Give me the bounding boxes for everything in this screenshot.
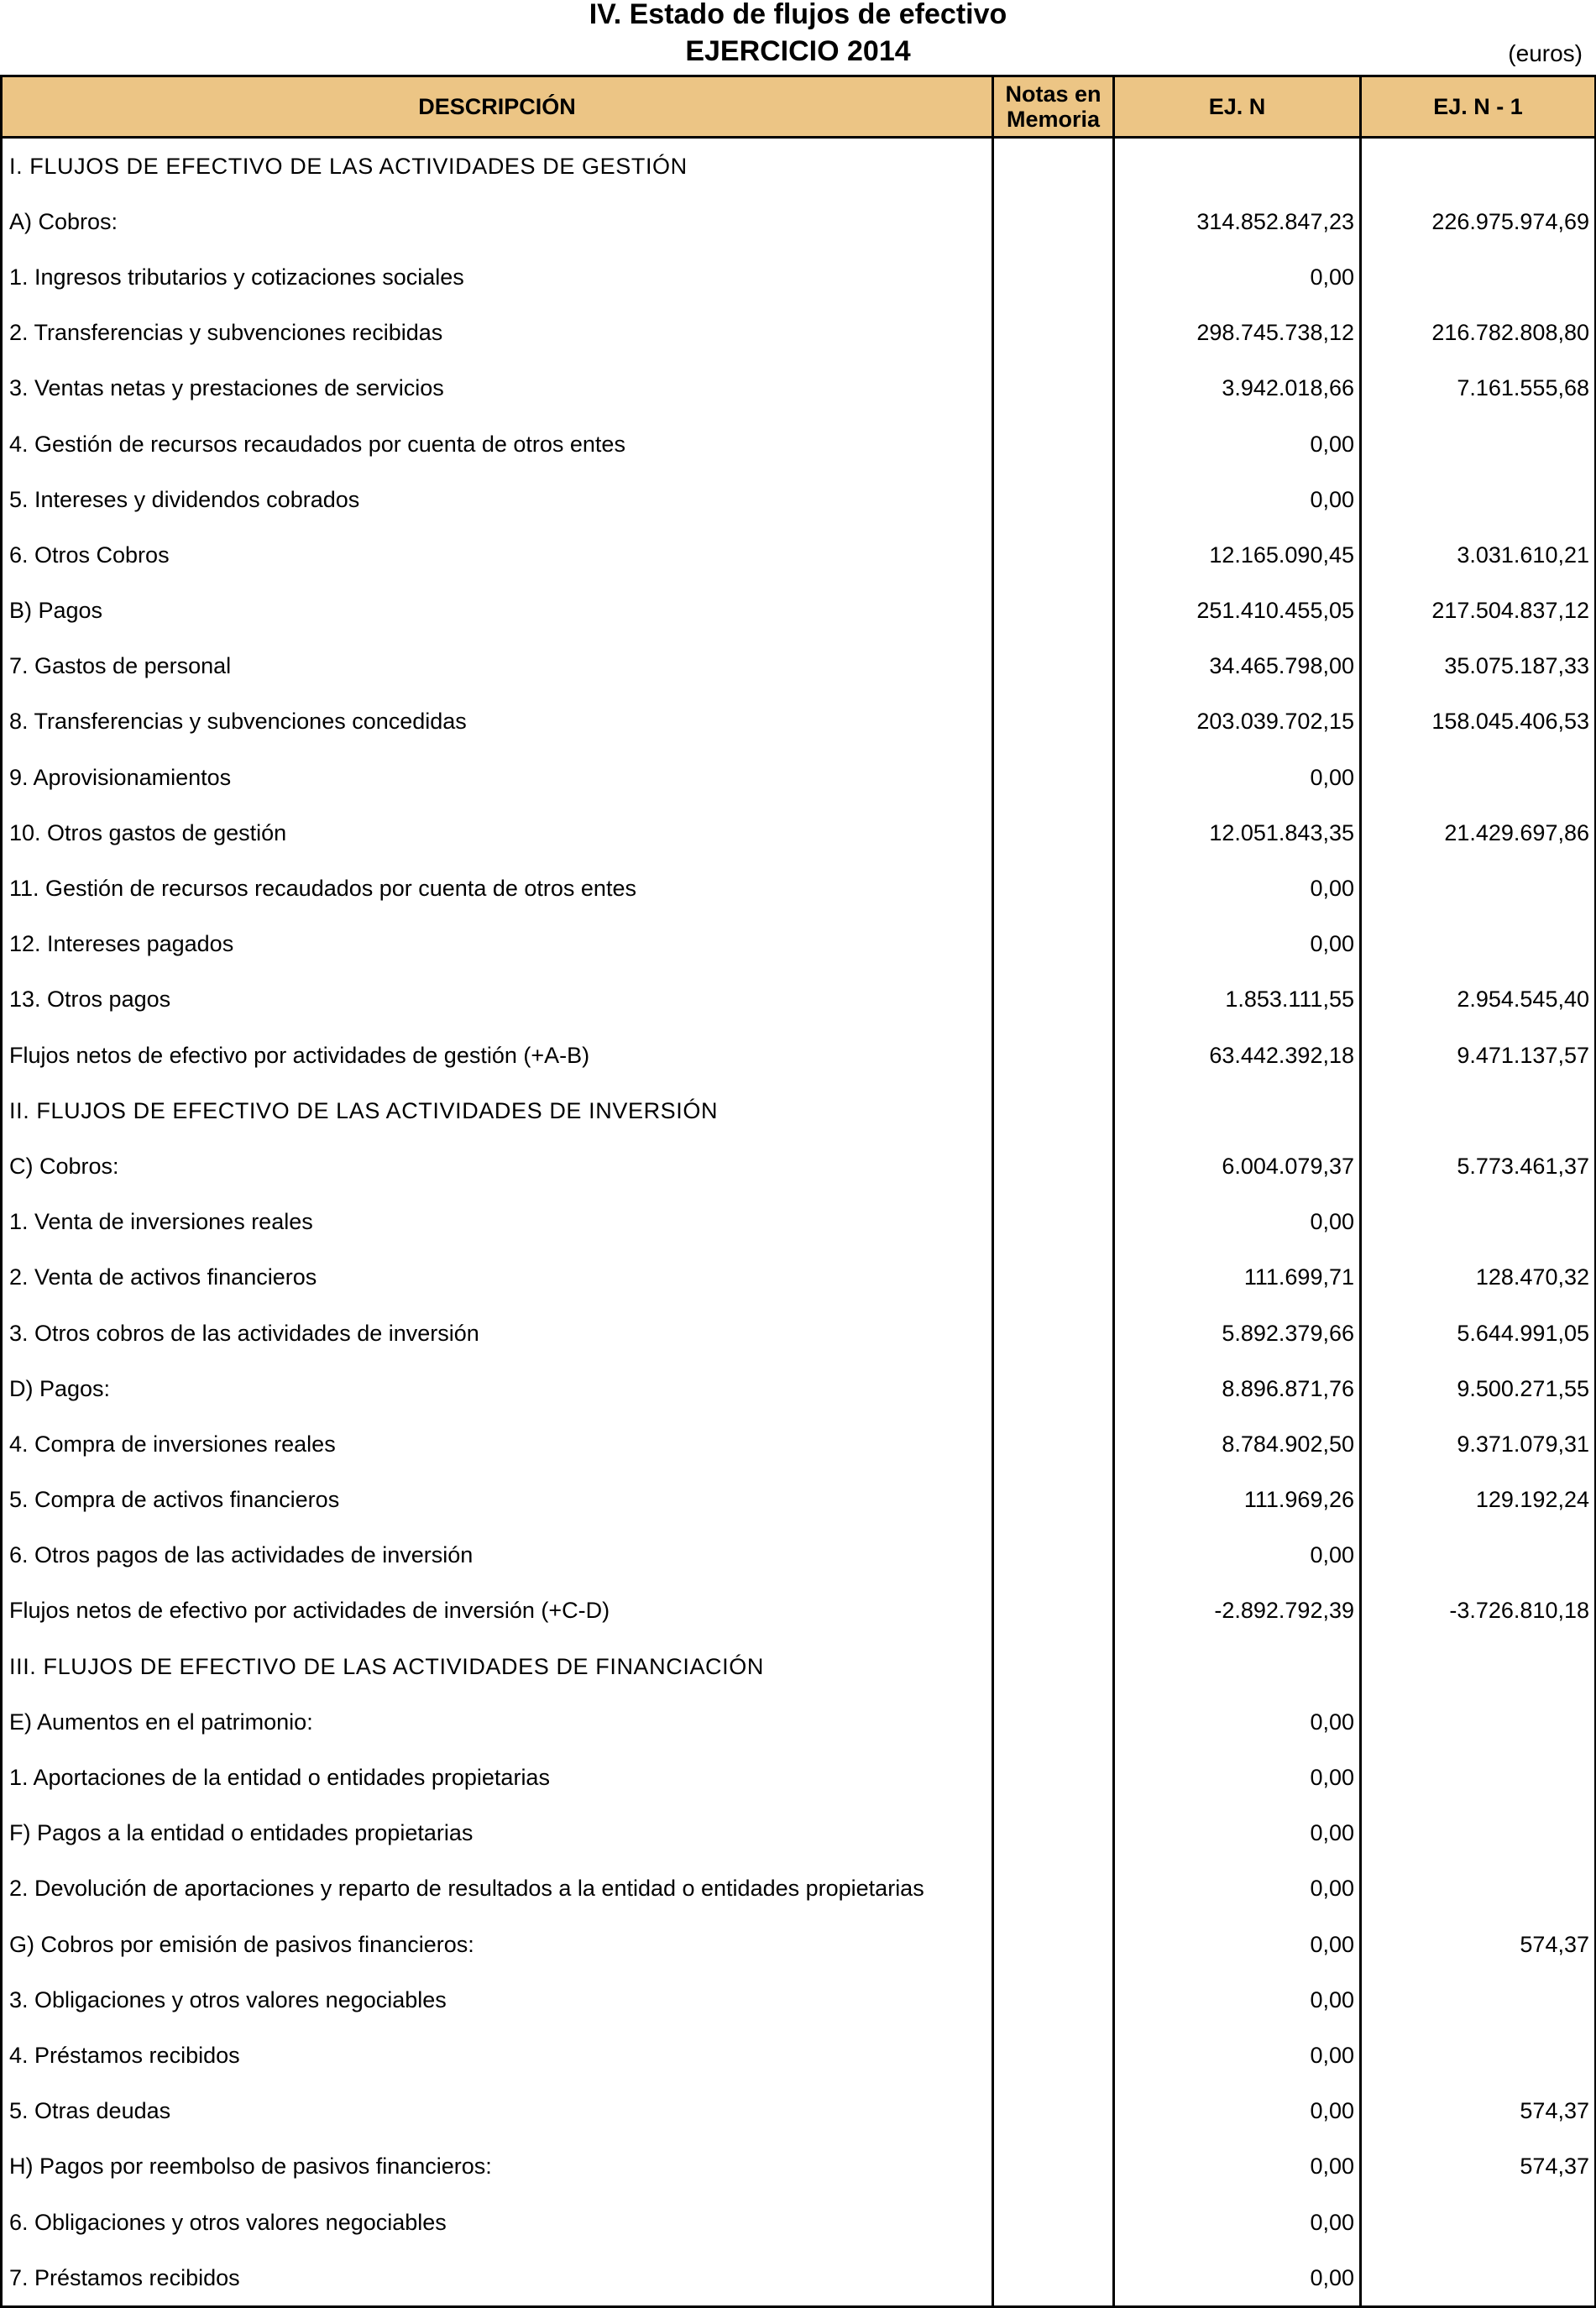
row-notes xyxy=(993,2195,1114,2250)
row-value-previous xyxy=(1361,1694,1596,1750)
row-value-previous: 9.471.137,57 xyxy=(1361,1028,1596,1083)
row-notes xyxy=(993,639,1114,694)
row-value-current: 0,00 xyxy=(1114,1528,1361,1583)
row-description: 5. Compra de activos financieros xyxy=(2,1473,993,1528)
table-row xyxy=(2,416,1596,472)
row-value-current: 111.969,26 xyxy=(1114,1473,1361,1528)
cash-flow-table xyxy=(0,75,1596,2308)
row-value-current: 298.745.738,12 xyxy=(1114,306,1361,361)
table-row xyxy=(2,917,1596,972)
row-description: II. FLUJOS DE EFECTIVO DE LAS ACTIVIDADES DE INVERSIÓN xyxy=(2,1083,993,1138)
table-row xyxy=(2,249,1596,305)
fiscal-year-title: EJERCICIO 2014 xyxy=(685,35,911,67)
row-description: Flujos netos de efectivo por actividades de inversión (+C-D) xyxy=(2,1583,993,1639)
row-value-previous: 128.470,32 xyxy=(1361,1250,1596,1306)
row-value-current: 0,00 xyxy=(1114,472,1361,527)
row-value-current: 251.410.455,05 xyxy=(1114,584,1361,639)
table-header-row xyxy=(2,76,1596,138)
row-description: 4. Compra de inversiones reales xyxy=(2,1416,993,1472)
row-notes xyxy=(993,1694,1114,1750)
row-value-current: 63.442.392,18 xyxy=(1114,1028,1361,1083)
row-description: 3. Ventas netas y prestaciones de servicios xyxy=(2,361,993,416)
table-row xyxy=(2,194,1596,249)
row-notes xyxy=(993,2139,1114,2195)
row-description: 6. Otros pagos de las actividades de inversión xyxy=(2,1528,993,1583)
row-description: I. FLUJOS DE EFECTIVO DE LAS ACTIVIDADES DE GESTIÓN xyxy=(2,138,993,195)
table-row xyxy=(2,2028,1596,2083)
row-notes xyxy=(993,1306,1114,1361)
row-notes xyxy=(993,750,1114,805)
table-row xyxy=(2,694,1596,750)
row-value-previous xyxy=(1361,2250,1596,2307)
row-value-previous: 574,37 xyxy=(1361,2139,1596,2195)
row-notes xyxy=(993,2028,1114,2083)
page-title: IV. Estado de flujos de efectivo xyxy=(589,0,1007,30)
row-description: 5. Intereses y dividendos cobrados xyxy=(2,472,993,527)
table-row xyxy=(2,1528,1596,1583)
row-value-current: 0,00 xyxy=(1114,2084,1361,2139)
table-row xyxy=(2,861,1596,916)
row-notes xyxy=(993,1639,1114,1694)
row-value-previous xyxy=(1361,1195,1596,1250)
row-notes xyxy=(993,472,1114,527)
row-value-previous: 574,37 xyxy=(1361,1917,1596,1972)
row-value-previous: 5.644.991,05 xyxy=(1361,1306,1596,1361)
row-notes xyxy=(993,1361,1114,1416)
row-value-previous xyxy=(1361,1750,1596,1805)
row-description: 12. Intereses pagados xyxy=(2,917,993,972)
row-value-current: 0,00 xyxy=(1114,861,1361,916)
row-notes xyxy=(993,1917,1114,1972)
row-value-current: 0,00 xyxy=(1114,917,1361,972)
row-value-current: 0,00 xyxy=(1114,1806,1361,1861)
row-value-current: 0,00 xyxy=(1114,2250,1361,2307)
row-description: 6. Obligaciones y otros valores negociables xyxy=(2,2195,993,2250)
row-value-previous xyxy=(1361,861,1596,916)
table-row xyxy=(2,1306,1596,1361)
row-notes xyxy=(993,1473,1114,1528)
row-value-current: 8.896.871,76 xyxy=(1114,1361,1361,1416)
row-value-current: 12.051.843,35 xyxy=(1114,805,1361,861)
row-value-previous: 2.954.545,40 xyxy=(1361,972,1596,1028)
row-description: Flujos netos de efectivo por actividades de gestión (+A-B) xyxy=(2,1028,993,1083)
row-value-current: 5.892.379,66 xyxy=(1114,1306,1361,1361)
row-notes xyxy=(993,1806,1114,1861)
table-row xyxy=(2,2139,1596,2195)
table-row xyxy=(2,750,1596,805)
row-description: G) Cobros por emisión de pasivos financieros: xyxy=(2,1917,993,1972)
row-value-previous: 129.192,24 xyxy=(1361,1473,1596,1528)
table-row xyxy=(2,2250,1596,2307)
row-description: F) Pagos a la entidad o entidades propietarias xyxy=(2,1806,993,1861)
row-description: 2. Devolución de aportaciones y reparto de resultados a la entidad o entidades propietarias xyxy=(2,1861,993,1917)
column-header-current-year: EJ. N xyxy=(1114,76,1361,138)
table-row xyxy=(2,2084,1596,2139)
row-value-current: 6.004.079,37 xyxy=(1114,1138,1361,1194)
column-header-previous-year: EJ. N - 1 xyxy=(1361,76,1596,138)
row-description: 1. Ingresos tributarios y cotizaciones sociales xyxy=(2,249,993,305)
table-row xyxy=(2,472,1596,527)
table-row xyxy=(2,1806,1596,1861)
row-notes xyxy=(993,306,1114,361)
row-description: 11. Gestión de recursos recaudados por cuenta de otros entes xyxy=(2,861,993,916)
row-value-current: 203.039.702,15 xyxy=(1114,694,1361,750)
row-value-current: 0,00 xyxy=(1114,1917,1361,1972)
row-value-previous: 226.975.974,69 xyxy=(1361,194,1596,249)
row-notes xyxy=(993,416,1114,472)
row-notes xyxy=(993,584,1114,639)
row-description: C) Cobros: xyxy=(2,1138,993,1194)
row-description: 4. Gestión de recursos recaudados por cuenta de otros entes xyxy=(2,416,993,472)
column-header-notes xyxy=(993,76,1114,138)
row-value-current: 0,00 xyxy=(1114,2139,1361,2195)
row-value-previous: 3.031.610,21 xyxy=(1361,527,1596,583)
row-value-previous xyxy=(1361,472,1596,527)
row-description: 13. Otros pagos xyxy=(2,972,993,1028)
row-notes xyxy=(993,805,1114,861)
table-row xyxy=(2,1583,1596,1639)
table-row xyxy=(2,361,1596,416)
row-notes xyxy=(993,1416,1114,1472)
row-description: 2. Transferencias y subvenciones recibidas xyxy=(2,306,993,361)
row-notes xyxy=(993,1250,1114,1306)
table-row xyxy=(2,2195,1596,2250)
row-notes xyxy=(993,1528,1114,1583)
row-description: 1. Aportaciones de la entidad o entidades propietarias xyxy=(2,1750,993,1805)
row-value-current: 0,00 xyxy=(1114,416,1361,472)
table-row xyxy=(2,1694,1596,1750)
row-value-current xyxy=(1114,1639,1361,1694)
row-value-previous xyxy=(1361,2195,1596,2250)
row-value-previous xyxy=(1361,1806,1596,1861)
row-value-current: 111.699,71 xyxy=(1114,1250,1361,1306)
row-value-previous: 35.075.187,33 xyxy=(1361,639,1596,694)
row-notes xyxy=(993,2084,1114,2139)
row-value-previous: 216.782.808,80 xyxy=(1361,306,1596,361)
table-section-row xyxy=(2,138,1596,195)
table-row xyxy=(2,805,1596,861)
row-notes xyxy=(993,1750,1114,1805)
row-value-previous xyxy=(1361,1639,1596,1694)
row-description: D) Pagos: xyxy=(2,1361,993,1416)
row-value-current: 314.852.847,23 xyxy=(1114,194,1361,249)
row-description: 1. Venta de inversiones reales xyxy=(2,1195,993,1250)
table-row xyxy=(2,972,1596,1028)
table-row xyxy=(2,1917,1596,1972)
row-description: 10. Otros gastos de gestión xyxy=(2,805,993,861)
row-description: 3. Otros cobros de las actividades de inversión xyxy=(2,1306,993,1361)
table-row xyxy=(2,1750,1596,1805)
row-notes xyxy=(993,694,1114,750)
row-value-previous xyxy=(1361,138,1596,195)
row-value-current: 0,00 xyxy=(1114,2028,1361,2083)
column-header-notes-line1: Notas en xyxy=(1005,81,1102,107)
row-notes xyxy=(993,1138,1114,1194)
row-value-previous xyxy=(1361,750,1596,805)
row-value-previous: 217.504.837,12 xyxy=(1361,584,1596,639)
column-header-description: DESCRIPCIÓN xyxy=(2,76,993,138)
row-description: 4. Préstamos recibidos xyxy=(2,2028,993,2083)
row-notes xyxy=(993,917,1114,972)
row-value-previous: -3.726.810,18 xyxy=(1361,1583,1596,1639)
row-notes xyxy=(993,1083,1114,1138)
row-description: 2. Venta de activos financieros xyxy=(2,1250,993,1306)
row-notes xyxy=(993,194,1114,249)
table-row xyxy=(2,1138,1596,1194)
row-description: III. FLUJOS DE EFECTIVO DE LAS ACTIVIDADES DE FINANCIACIÓN xyxy=(2,1639,993,1694)
row-value-previous: 5.773.461,37 xyxy=(1361,1138,1596,1194)
row-description: E) Aumentos en el patrimonio: xyxy=(2,1694,993,1750)
row-notes xyxy=(993,1861,1114,1917)
table-row xyxy=(2,1416,1596,1472)
table-row xyxy=(2,1361,1596,1416)
column-header-notes-line2: Memoria xyxy=(1006,107,1101,132)
row-description: B) Pagos xyxy=(2,584,993,639)
row-value-current: 12.165.090,45 xyxy=(1114,527,1361,583)
row-notes xyxy=(993,138,1114,195)
table-row xyxy=(2,584,1596,639)
table-row xyxy=(2,1473,1596,1528)
row-value-previous xyxy=(1361,917,1596,972)
row-value-current: 8.784.902,50 xyxy=(1114,1416,1361,1472)
row-description: 6. Otros Cobros xyxy=(2,527,993,583)
row-notes xyxy=(993,249,1114,305)
row-notes xyxy=(993,972,1114,1028)
row-value-previous xyxy=(1361,1972,1596,2028)
table-row xyxy=(2,1861,1596,1917)
row-value-previous xyxy=(1361,1528,1596,1583)
row-description: 8. Transferencias y subvenciones concedidas xyxy=(2,694,993,750)
row-value-previous xyxy=(1361,1861,1596,1917)
table-row xyxy=(2,527,1596,583)
row-description: 9. Aprovisionamientos xyxy=(2,750,993,805)
row-value-current: 34.465.798,00 xyxy=(1114,639,1361,694)
row-description: 7. Préstamos recibidos xyxy=(2,2250,993,2307)
row-value-current xyxy=(1114,1083,1361,1138)
row-value-current: 0,00 xyxy=(1114,1972,1361,2028)
row-notes xyxy=(993,527,1114,583)
row-notes xyxy=(993,1972,1114,2028)
row-value-previous: 21.429.697,86 xyxy=(1361,805,1596,861)
row-notes xyxy=(993,1195,1114,1250)
table-row xyxy=(2,306,1596,361)
table-section-row xyxy=(2,1639,1596,1694)
table-row xyxy=(2,1028,1596,1083)
row-description: A) Cobros: xyxy=(2,194,993,249)
row-notes xyxy=(993,361,1114,416)
row-value-current: 0,00 xyxy=(1114,2195,1361,2250)
row-value-previous: 158.045.406,53 xyxy=(1361,694,1596,750)
row-notes xyxy=(993,1028,1114,1083)
table-section-row xyxy=(2,1083,1596,1138)
row-description: 3. Obligaciones y otros valores negociables xyxy=(2,1972,993,2028)
row-value-current: 1.853.111,55 xyxy=(1114,972,1361,1028)
row-description: H) Pagos por reembolso de pasivos financieros: xyxy=(2,2139,993,2195)
row-value-previous: 7.161.555,68 xyxy=(1361,361,1596,416)
row-value-current xyxy=(1114,138,1361,195)
table-row xyxy=(2,1972,1596,2028)
row-value-current: 3.942.018,66 xyxy=(1114,361,1361,416)
row-value-previous: 9.371.079,31 xyxy=(1361,1416,1596,1472)
row-description: 5. Otras deudas xyxy=(2,2084,993,2139)
row-value-previous xyxy=(1361,1083,1596,1138)
row-value-previous xyxy=(1361,416,1596,472)
table-row xyxy=(2,1250,1596,1306)
row-value-current: 0,00 xyxy=(1114,1694,1361,1750)
table-row xyxy=(2,639,1596,694)
row-value-previous xyxy=(1361,249,1596,305)
row-value-previous xyxy=(1361,2028,1596,2083)
currency-units: (euros) xyxy=(1508,40,1583,66)
row-value-current: 0,00 xyxy=(1114,750,1361,805)
row-value-current: 0,00 xyxy=(1114,1861,1361,1917)
row-value-current: 0,00 xyxy=(1114,249,1361,305)
row-notes xyxy=(993,2250,1114,2307)
row-description: 7. Gastos de personal xyxy=(2,639,993,694)
table-body xyxy=(2,138,1596,2307)
row-notes xyxy=(993,861,1114,916)
row-notes xyxy=(993,1583,1114,1639)
table-row xyxy=(2,1195,1596,1250)
row-value-current: 0,00 xyxy=(1114,1750,1361,1805)
row-value-current: 0,00 xyxy=(1114,1195,1361,1250)
row-value-previous: 9.500.271,55 xyxy=(1361,1361,1596,1416)
row-value-previous: 574,37 xyxy=(1361,2084,1596,2139)
row-value-current: -2.892.792,39 xyxy=(1114,1583,1361,1639)
